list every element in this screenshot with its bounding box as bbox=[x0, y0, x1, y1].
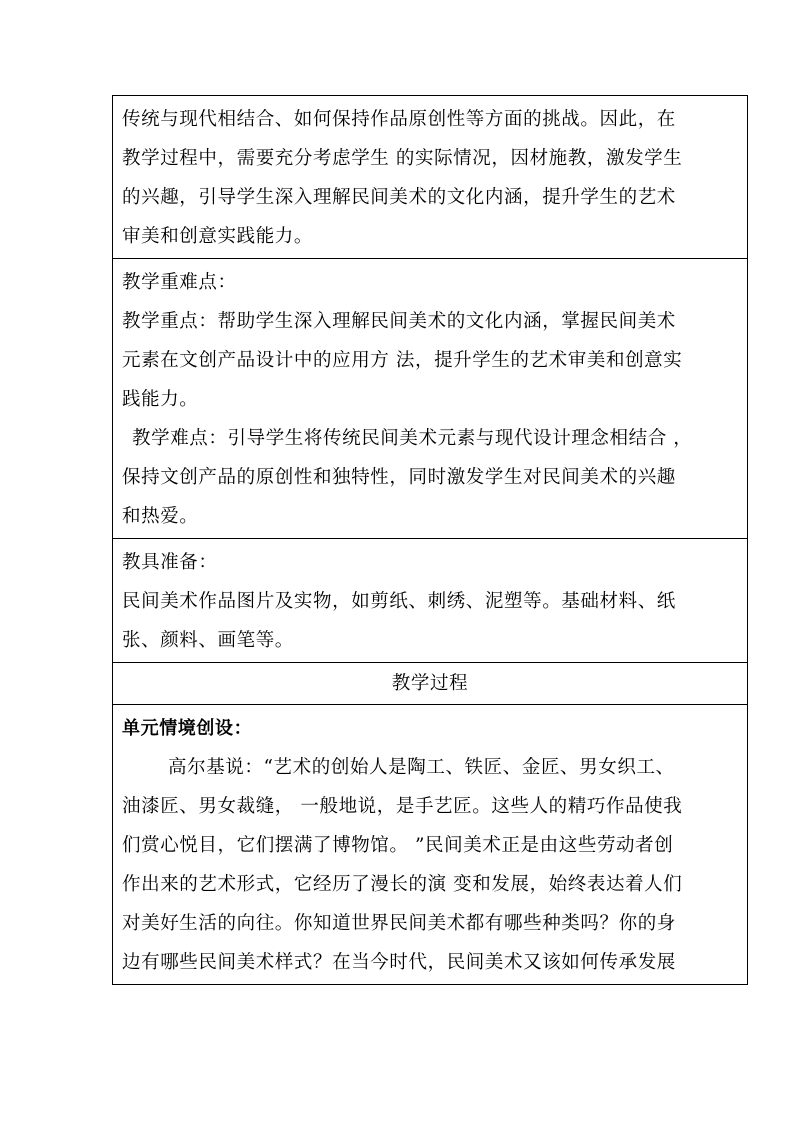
text-line: 教学重点：帮助学生深入理解民间美术的文化内涵，掌握民间美术 bbox=[122, 311, 676, 332]
text-line: 教学难点：引导学生将传统民间美术元素与现代设计理念相结合 ， bbox=[132, 428, 693, 449]
section-label: 教具准备： bbox=[122, 552, 218, 573]
text-line: 张、颜料、画笔等。 bbox=[122, 630, 294, 651]
text-line: 的兴趣，引导学生深入理解民间美术的文化内涵，提升学生的艺术 bbox=[122, 187, 676, 208]
teaching-process-heading: 教学过程 bbox=[391, 673, 469, 694]
text-line: 作出来的艺术形式，它经历了漫长的演 变和发展，始终表达着人们 bbox=[122, 874, 683, 895]
text-line: 们赏心悦目，它们摆满了博物馆。 ”民间美术正是由这些劳动者创 bbox=[122, 835, 674, 856]
key-difficult-points-cell bbox=[113, 259, 747, 539]
unit-scenario-title: 单元情境创设： bbox=[122, 718, 253, 739]
text-line: 对美好生活的向往。你知道世界民间美术都有哪些种类吗？你的身 bbox=[122, 913, 676, 934]
lesson-plan-table bbox=[112, 95, 748, 985]
text-line: 传统与现代相结合、如何保持作品原创性等方面的挑战。因此，在 bbox=[122, 109, 676, 130]
text-line: 保持文创产品的原创性和独特性，同时激发学生对民间美术的兴趣 bbox=[122, 467, 676, 488]
teaching-aids-cell bbox=[113, 539, 747, 663]
unit-scenario-cell bbox=[113, 705, 747, 984]
text-line: 践能力。 bbox=[122, 389, 199, 410]
text-line: 和热爱。 bbox=[122, 506, 199, 527]
text-line: 高尔基说：“艺术的创始人是陶工、铁匠、金匠、男女织工、 bbox=[168, 757, 675, 778]
text-line: 教学过程中，需要充分考虑学生 的实际情况，因材施教，激发学生 bbox=[122, 148, 683, 169]
text-line: 边有哪些民间美术样式？在当今时代，民间美术又该如何传承发展 bbox=[122, 952, 676, 973]
text-line: 民间美术作品图片及实物，如剪纸、刺绣、泥塑等。基础材料、纸 bbox=[122, 591, 676, 612]
text-line: 油漆匠、男女裁缝， 一般地说，是手艺匠。这些人的精巧作品使我 bbox=[122, 796, 683, 817]
teaching-process-heading-cell bbox=[113, 663, 747, 705]
text-line: 审美和创意实践能力。 bbox=[122, 226, 314, 247]
learner-analysis-cell bbox=[113, 96, 747, 259]
section-label: 教学重难点： bbox=[122, 272, 237, 293]
text-line: 元素在文创产品设计中的应用方 法，提升学生的艺术审美和创意实 bbox=[122, 350, 683, 371]
